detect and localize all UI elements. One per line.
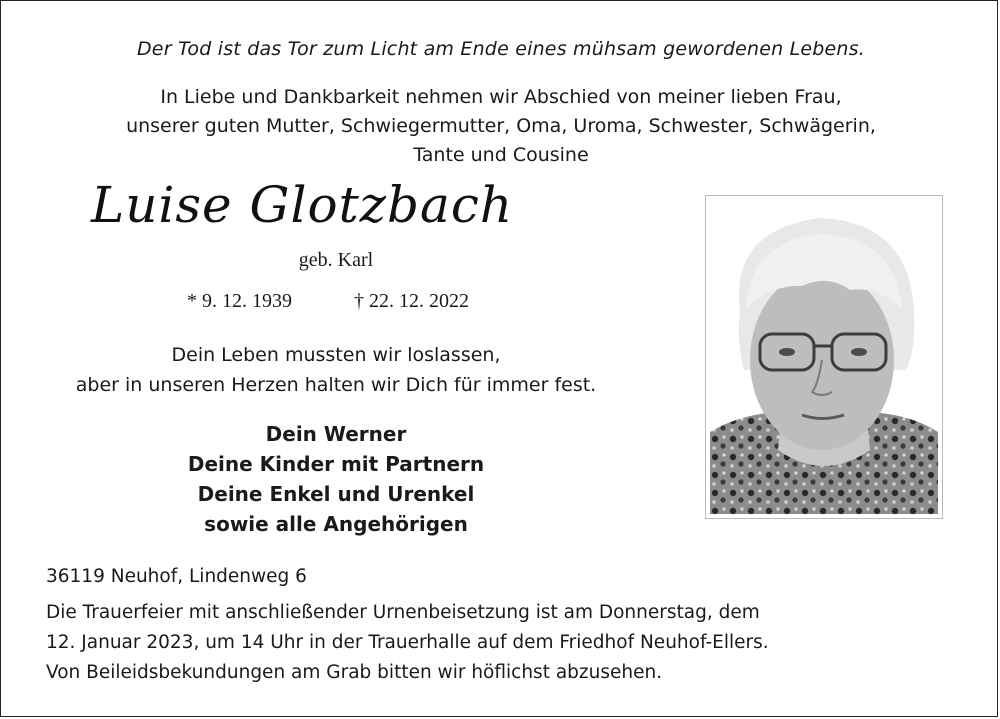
mourners-list: [1, 419, 671, 539]
birth-date: * 9. 12. 1939: [187, 290, 292, 312]
verse-line: aber in unseren Herzen halten wir Dich für immer fest.: [75, 374, 597, 396]
born-name: geb. Karl: [298, 249, 374, 271]
mourner: Deine Kinder mit Partnern: [187, 452, 485, 476]
mourner: Deine Enkel und Urenkel: [197, 482, 475, 506]
funeral-details: [46, 598, 769, 688]
mourner: Dein Werner: [265, 422, 407, 446]
details-line: 12. Januar 2023, um 14 Uhr in der Trauerhalle auf dem Friedhof Neuhof-Ellers.: [46, 632, 769, 653]
deceased-name: Luise Glotzbach: [91, 176, 514, 234]
mourner: sowie alle Angehörigen: [204, 512, 468, 536]
intro-text: [1, 83, 1000, 170]
address: 36119 Neuhof, Lindenweg 6: [46, 566, 307, 587]
portrait-photo: [705, 195, 943, 519]
details-line: Die Trauerfeier mit anschließender Urnenbeisetzung ist am Donnerstag, dem: [46, 602, 760, 623]
intro-line: unserer guten Mutter, Schwiegermutter, Oma, Uroma, Schwester, Schwägerin,: [126, 115, 876, 137]
details-line: Von Beileidsbekundungen am Grab bitten wir höflichst abzusehen.: [46, 662, 663, 683]
verse-line: Dein Leben mussten wir loslassen,: [171, 344, 501, 366]
portrait-photo-icon: [710, 200, 938, 514]
intro-line: Tante und Cousine: [413, 144, 589, 166]
motto: Der Tod ist das Tor zum Licht am Ende eines mühsam gewordenen Lebens.: [136, 38, 866, 60]
death-date: † 22. 12. 2022: [354, 290, 469, 312]
intro-line: In Liebe und Dankbarkeit nehmen wir Abschied von meiner lieben Frau,: [160, 86, 842, 108]
verse: [1, 340, 671, 400]
